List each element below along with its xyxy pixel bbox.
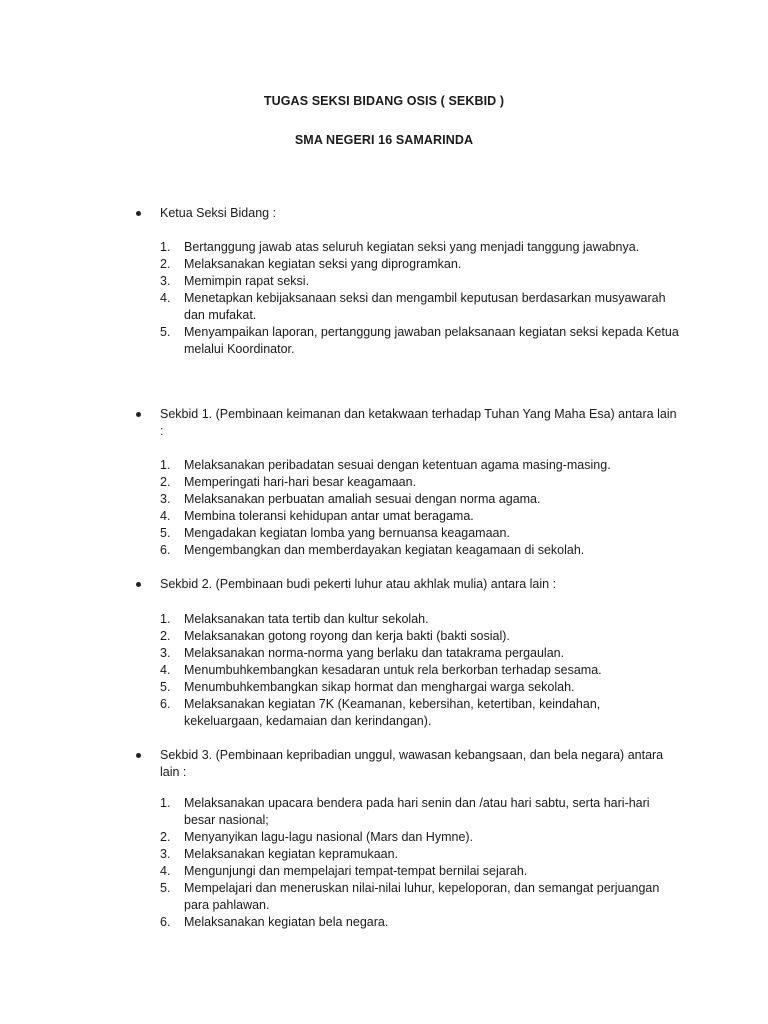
school-name: SMA NEGERI 16 SAMARINDA [294, 133, 474, 147]
list-item: 4. Mengunjungi dan mempelajari tempat-tempat bernilai sejarah. [160, 864, 528, 878]
list-item: 1. Bertanggung jawab atas seluruh kegiatan seksi yang menjadi tanggung jawabnya. [160, 240, 640, 254]
section-heading: Sekbid 3. (Pembinaan kepribadian unggul, wawasan kebangsaan, dan bela negara) antara lain : [160, 748, 664, 779]
list-item: 4. Menetapkan kebijaksanaan seksi dan mengambil keputusan berdasarkan musyawarah dan mufakat. [160, 291, 666, 322]
item-list [160, 457, 680, 559]
document-title: TUGAS SEKSI BIDANG OSIS ( SEKBID ) [263, 94, 505, 108]
item-list [160, 239, 680, 358]
list-item: 3. Melaksanakan kegiatan kepramukaan. [160, 847, 399, 861]
list-item: 6. Mengembangkan dan memberdayakan kegiatan keagamaan di sekolah. [160, 543, 585, 557]
list-item: 1. Melaksanakan tata tertib dan kultur sekolah. [160, 612, 429, 626]
list-item: 2. Melaksanakan gotong royong dan kerja bakti (bakti sosial). [160, 629, 510, 643]
list-item: 5. Menyampaikan laporan, pertanggung jawaban pelaksanaan kegiatan seksi kepada Ketua melalui Koordinator. [160, 325, 679, 356]
item-list [160, 611, 680, 730]
list-item: 3. Melaksanakan perbuatan amaliah sesuai dengan norma agama. [160, 492, 541, 506]
list-item: 5. Mempelajari dan meneruskan nilai-nilai luhur, kepeloporan, dan semangat perjuangan para pahlawan. [160, 881, 660, 912]
list-item: 1. Melaksanakan upacara bendera pada hari senin dan /atau hari sabtu, serta hari-hari besar nasional; [160, 796, 650, 827]
list-item: 4. Membina toleransi kehidupan antar umat beragama. [160, 509, 474, 523]
list-item: 3. Memimpin rapat seksi. [160, 274, 310, 288]
list-item: 6. Melaksanakan kegiatan 7K (Keamanan, kebersihan, ketertiban, keindahan, kekeluargaan, kedamaian dan kerindangan). [160, 697, 601, 728]
list-item: 4. Menumbuhkembangkan kesadaran untuk rela berkorban terhadap sesama. [160, 663, 602, 677]
item-list [160, 795, 680, 931]
list-item: 1. Melaksanakan peribadatan sesuai dengan ketentuan agama masing-masing. [160, 458, 611, 472]
list-item: 3. Melaksanakan norma-norma yang berlaku dan tatakrama pergaulan. [160, 646, 565, 660]
list-item: 2. Memperingati hari-hari besar keagamaan. [160, 475, 417, 489]
section-heading: Sekbid 1. (Pembinaan keimanan dan ketakwaan terhadap Tuhan Yang Maha Esa) antara lain : [160, 407, 677, 438]
section-heading: Ketua Seksi Bidang : [160, 206, 277, 220]
list-item: 5. Mengadakan kegiatan lomba yang bernuansa keagamaan. [160, 526, 510, 540]
section-heading: Sekbid 2. (Pembinaan budi pekerti luhur atau akhlak mulia) antara lain : [160, 577, 557, 591]
list-item: 5. Menumbuhkembangkan sikap hormat dan menghargai warga sekolah. [160, 680, 575, 694]
list-item: 2. Melaksanakan kegiatan seksi yang diprogramkan. [160, 257, 462, 271]
list-item: 6. Melaksanakan kegiatan bela negara. [160, 915, 389, 929]
list-item: 2. Menyanyikan lagu-lagu nasional (Mars dan Hymne). [160, 830, 474, 844]
